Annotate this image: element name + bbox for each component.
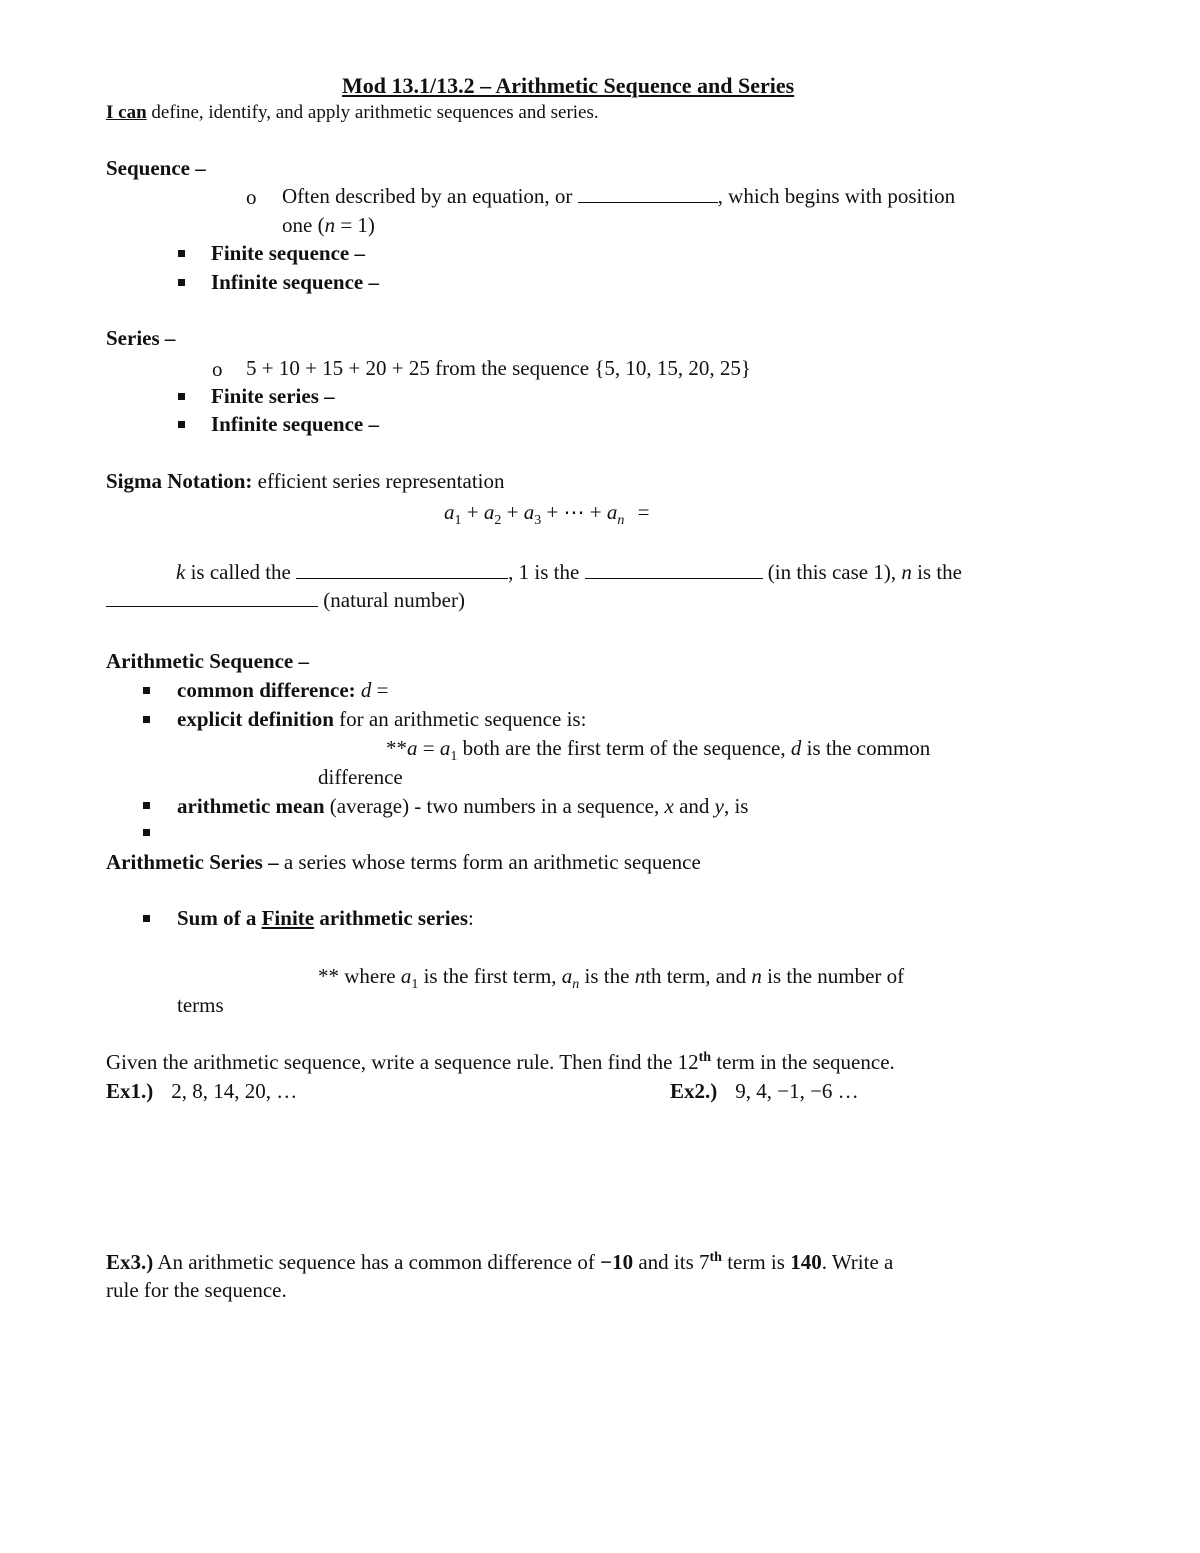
arith-series-heading: Arithmetic Series –	[106, 850, 279, 874]
sigma-a: a	[483, 500, 495, 524]
sigma-eq: =	[632, 500, 650, 524]
sigma-a: a	[444, 500, 455, 524]
objective	[106, 103, 599, 122]
sigma-line1-c: (in this case 1),	[762, 560, 902, 584]
sigma-k: k	[176, 560, 186, 584]
sigma-dots: ⋯	[563, 500, 585, 524]
explicit-text: for an arithmetic sequence is:	[333, 707, 587, 731]
ex2-label: Ex2.)	[670, 1079, 718, 1103]
sigma-a: a	[606, 500, 618, 524]
note-eq: =	[417, 736, 440, 760]
infinite-sequence-label: Infinite sequence –	[211, 270, 379, 294]
where-a: ** where	[318, 964, 401, 988]
note-stars: **	[386, 736, 407, 760]
bullet-square	[143, 915, 150, 922]
where-an-var: a	[561, 964, 573, 988]
example-1	[106, 1081, 297, 1102]
sequence-heading: Sequence –	[106, 156, 206, 180]
bullet-square	[178, 421, 185, 428]
ex3-c: term is	[721, 1250, 791, 1274]
mean-end: , is	[723, 794, 749, 818]
finite-series-label: Finite series –	[211, 384, 335, 408]
ex3-sup: th	[709, 1250, 722, 1265]
sigma-blank-upper	[106, 590, 318, 607]
sigma-line1-a: is called the	[185, 560, 297, 584]
sum-colon: :	[468, 906, 474, 930]
series-example-mid: from the sequence	[429, 356, 595, 380]
explicit-definition	[177, 709, 586, 730]
page-title: Mod 13.1/13.2 – Arithmetic Sequence and Series	[342, 73, 795, 98]
sequence-note-c: one (	[282, 213, 325, 237]
where-n2: n	[751, 964, 762, 988]
sigma-blank-index	[296, 562, 508, 579]
sigma-formula	[444, 502, 649, 528]
objective-text: define, identify, and apply arithmetic sequences and series.	[146, 102, 599, 123]
example-3-line1	[106, 1251, 893, 1273]
where-c: is the	[579, 964, 635, 988]
note-d: d	[790, 736, 802, 760]
sigma-blanks-line1	[176, 562, 962, 583]
cd-label: common difference:	[177, 678, 356, 702]
sequence-note-line1	[282, 186, 955, 207]
sequence-note-b: , which begins with position	[717, 184, 956, 208]
series-example-set: {5, 10, 15, 20, 25}	[594, 356, 751, 380]
sigma-s3: 3	[534, 513, 542, 529]
where-a1-sub: 1	[411, 977, 419, 993]
sigma-plus: +	[584, 500, 607, 524]
ex3-val: 140	[790, 1250, 822, 1274]
sum-note-line2: terms	[177, 993, 224, 1017]
sigma-heading: Sigma Notation:	[106, 469, 253, 493]
mean-label: arithmetic mean	[177, 794, 325, 818]
sigma-blank-lower	[585, 562, 763, 579]
example-3-line2: rule for the sequence.	[106, 1278, 287, 1302]
mean-x: x	[664, 794, 674, 818]
sigma-plus: +	[541, 500, 564, 524]
note-text: both are the first term of the sequence,	[457, 736, 791, 760]
sigma-a: a	[523, 500, 535, 524]
note-sub: 1	[450, 749, 458, 765]
sequence-note-d: = 1)	[335, 213, 375, 237]
prompt-b: term in the sequence.	[711, 1050, 895, 1074]
where-d: th term, and	[645, 964, 752, 988]
sum-a: Sum of a	[177, 906, 262, 930]
arith-series-line	[106, 852, 701, 873]
sigma-plus: +	[461, 500, 484, 524]
note-text2: is the common	[801, 736, 931, 760]
arith-seq-heading: Arithmetic Sequence –	[106, 649, 309, 673]
ex2-seq: 9, 4, −1, −6 …	[735, 1079, 859, 1103]
sigma-desc: efficient series representation	[252, 469, 505, 493]
explicit-label: explicit definition	[177, 707, 334, 731]
mean-text: (average) - two numbers in a sequence,	[324, 794, 665, 818]
example-2	[670, 1081, 859, 1102]
note-a1: a	[439, 736, 451, 760]
ex3-label: Ex3.)	[106, 1250, 154, 1274]
objective-lead: I can	[106, 102, 147, 123]
series-example	[246, 358, 751, 379]
bullet-circle: o	[246, 185, 257, 209]
sequence-note-a: Often described by an equation, or	[282, 184, 578, 208]
finite-sequence-label: Finite sequence –	[211, 241, 365, 265]
cd-var: d	[360, 678, 372, 702]
sum-finite: Finite	[261, 906, 315, 930]
mean-y: y	[714, 794, 724, 818]
bullet-circle: o	[212, 357, 223, 381]
where-b: is the first term,	[418, 964, 562, 988]
sequence-note-n: n	[324, 213, 336, 237]
sigma-s1: 1	[454, 513, 462, 529]
sum-b: arithmetic series	[314, 906, 469, 930]
ex3-b: and its 7	[633, 1250, 710, 1274]
sigma-plus: +	[501, 500, 524, 524]
ex3-d2: . Write a	[821, 1250, 894, 1274]
ex1-label: Ex1.)	[106, 1079, 154, 1103]
arithmetic-mean	[177, 796, 748, 817]
where-e: is the number of	[761, 964, 905, 988]
note-a: a	[407, 736, 418, 760]
cd-eq: =	[371, 678, 389, 702]
where-a1-var: a	[400, 964, 412, 988]
bullet-square	[143, 802, 150, 809]
prompt-a: Given the arithmetic sequence, write a sequence rule. Then find the 12	[106, 1050, 699, 1074]
infinite-series-label: Infinite sequence –	[211, 412, 379, 436]
series-heading: Series –	[106, 326, 176, 350]
sigma-s2: 2	[494, 513, 502, 529]
ex1-seq: 2, 8, 14, 20, …	[171, 1079, 298, 1103]
bullet-square	[178, 279, 185, 286]
explicit-note-line2: difference	[318, 765, 403, 789]
sigma-line1-d: is the	[911, 560, 963, 584]
sigma-line	[106, 471, 505, 492]
ex3-d: −10	[600, 1250, 634, 1274]
series-example-expr: 5 + 10 + 15 + 20 + 25	[246, 356, 430, 380]
prompt-sup: th	[698, 1050, 712, 1065]
sigma-line1-b: , 1 is the	[508, 560, 585, 584]
arith-series-text: a series whose terms form an arithmetic sequence	[278, 850, 701, 874]
bullet-square	[143, 716, 150, 723]
sigma-sn: n	[617, 513, 625, 529]
examples-prompt	[106, 1051, 895, 1073]
bullet-square	[143, 829, 150, 836]
common-difference	[177, 680, 388, 701]
sum-note-line1	[318, 966, 904, 992]
sigma-blanks-line2	[106, 590, 465, 611]
mean-and: and	[673, 794, 715, 818]
sequence-note-line2	[282, 215, 375, 236]
bullet-square	[178, 393, 185, 400]
where-n: n	[634, 964, 646, 988]
sigma-n: n	[901, 560, 912, 584]
finite-sum-label	[177, 908, 474, 929]
sequence-blank	[578, 186, 718, 203]
where-an-sub: n	[572, 977, 580, 993]
ex3-a: An arithmetic sequence has a common difference of	[153, 1250, 601, 1274]
bullet-square	[178, 250, 185, 257]
bullet-square	[143, 687, 150, 694]
sigma-line2: (natural number)	[318, 588, 465, 612]
explicit-note-line1	[386, 738, 930, 764]
